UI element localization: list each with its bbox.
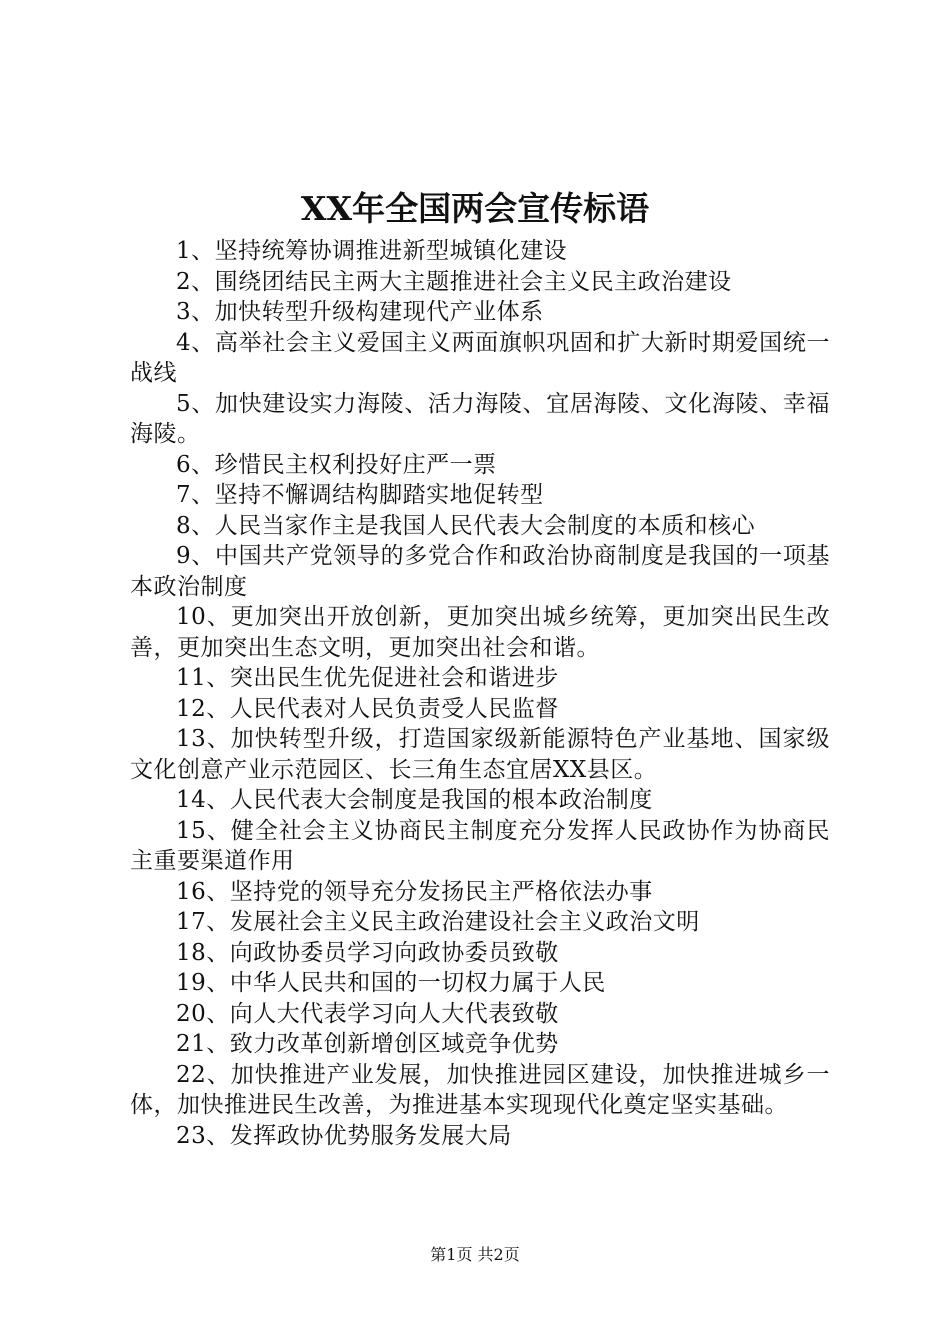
list-item: 10、更加突出开放创新，更加突出城乡统筹，更加突出民生改善，更加突出生态文明，更加突出社会和谐。 (130, 604, 830, 661)
list-item: 18、向政协委员学习向政协委员致敬 (176, 939, 559, 966)
list-item: 5、加快建设实力海陵、活力海陵、宜居海陵、文化海陵、幸福海陵。 (130, 390, 830, 447)
page-number-footer: 第1页 共2页 (430, 1245, 520, 1264)
list-item: 2、围绕团结民主两大主题推进社会主义民主政治建设 (176, 268, 732, 295)
list-item: 20、向人大代表学习向人大代表致敬 (176, 1000, 559, 1027)
list-item: 17、发展社会主义民主政治建设社会主义政治文明 (176, 909, 700, 935)
list-item: 11、突出民生优先促进社会和谐进步 (176, 665, 559, 691)
list-item: 9、中国共产党领导的多党合作和政治协商制度是我国的一项基本政治制度 (130, 543, 830, 600)
list-item: 15、健全社会主义协商民主制度充分发挥人民政协作为协商民主重要渠道作用 (130, 817, 830, 874)
list-item: 4、高举社会主义爱国主义两面旗帜巩固和扩大新时期爱国统一战线 (130, 329, 830, 386)
document-title: XX年全国两会宣传标语 (300, 189, 650, 228)
list-item: 8、人民当家作主是我国人民代表大会制度的本质和核心 (176, 512, 756, 539)
list-item: 12、人民代表对人民负责受人民监督 (176, 695, 559, 722)
list-item: 3、加快转型升级构建现代产业体系 (176, 299, 544, 325)
list-item: 6、珍惜民主权利投好庄严一票 (176, 451, 497, 478)
list-item: 23、发挥政协优势服务发展大局 (176, 1122, 512, 1149)
list-item: 22、加快推进产业发展，加快推进园区建设，加快推进城乡一体，加快推进民生改善，为推进基本实现现代化奠定坚实基础。 (130, 1061, 830, 1118)
list-item: 16、坚持党的领导充分发扬民主严格依法办事 (176, 878, 653, 905)
list-item: 13、加快转型升级，打造国家级新能源特色产业基地、国家级文化创意产业示范园区、长三角生态宜居XX县区。 (130, 726, 830, 783)
list-item: 14、人民代表大会制度是我国的根本政治制度 (176, 787, 653, 813)
list-item: 1、坚持统筹协调推进新型城镇化建设 (176, 238, 568, 264)
slogan-list (130, 236, 830, 1151)
list-item: 7、坚持不懈调结构脚踏实地促转型 (176, 482, 544, 508)
list-item: 21、致力改革创新增创区域竞争优势 (176, 1031, 559, 1057)
list-item: 19、中华人民共和国的一切权力属于人民 (176, 970, 606, 996)
